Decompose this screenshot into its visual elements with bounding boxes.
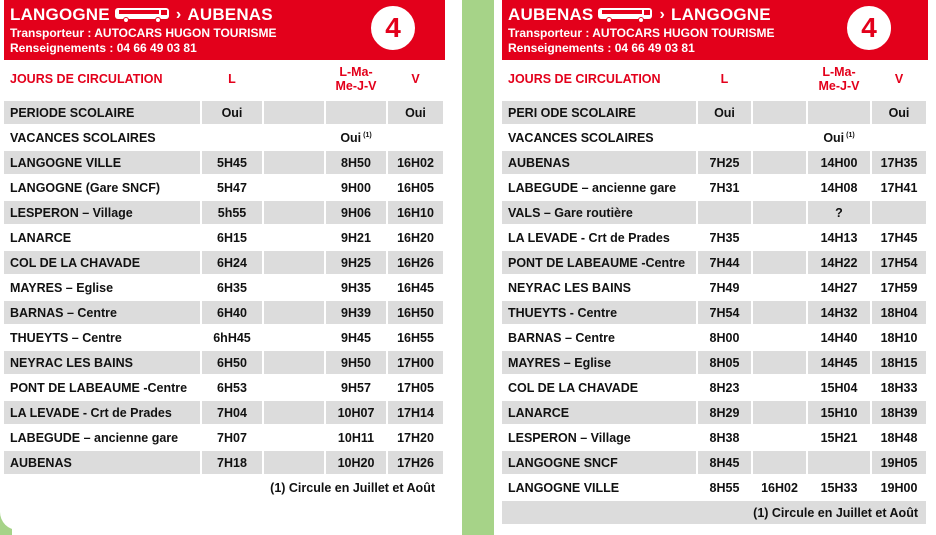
- time-cell: Oui: [202, 101, 264, 126]
- footnote-row: [4, 476, 445, 501]
- time-cell: [753, 301, 808, 326]
- column-header: V: [388, 63, 445, 101]
- time-cell: [753, 351, 808, 376]
- table-row: [502, 376, 928, 401]
- time-cell: [264, 376, 326, 401]
- time-cell: 17H59: [872, 276, 928, 301]
- timetable-aubenas-langogne: [494, 0, 936, 535]
- timetable-langogne-aubenas: [0, 0, 462, 530]
- time-cell: [753, 376, 808, 401]
- route-from: AUBENAS: [508, 5, 594, 24]
- time-cell: 7H44: [698, 251, 753, 276]
- time-cell: 16H02: [753, 476, 808, 501]
- time-cell: 17H35: [872, 151, 928, 176]
- table-row: [502, 301, 928, 326]
- table-row: [4, 201, 445, 226]
- chevron-right-icon: ›: [659, 6, 665, 23]
- time-cell: Oui: [388, 101, 445, 126]
- column-header: JOURS DE CIRCULATION: [502, 63, 698, 101]
- stop-name: PONT DE LABEAUME -Centre: [4, 376, 202, 401]
- column-header: [264, 63, 326, 101]
- time-cell: [753, 451, 808, 476]
- time-cell: 10H20: [326, 451, 388, 476]
- table-row: [4, 126, 445, 151]
- route-from: LANGOGNE: [10, 5, 110, 24]
- time-cell: 14H22: [808, 251, 872, 276]
- time-cell: 15H04: [808, 376, 872, 401]
- stop-name: PONT DE LABEAUME -Centre: [502, 251, 698, 276]
- stop-name: COL DE LA CHAVADE: [4, 251, 202, 276]
- carrier-text: Transporteur : AUTOCARS HUGON TOURISME: [10, 26, 277, 40]
- stop-name: MAYRES – Eglise: [4, 276, 202, 301]
- time-cell: 8H00: [698, 326, 753, 351]
- time-cell: [264, 176, 326, 201]
- time-cell: 17H45: [872, 226, 928, 251]
- time-cell: 5H47: [202, 176, 264, 201]
- time-cell: 17H41: [872, 176, 928, 201]
- stop-name: VACANCES SCOLAIRES: [4, 126, 202, 151]
- footnote-text: (1) Circule en Juillet et Août: [4, 476, 445, 501]
- time-cell: [753, 326, 808, 351]
- stop-name: LA LEVADE - Crt de Prades: [4, 401, 202, 426]
- time-cell: 9H45: [326, 326, 388, 351]
- time-cell: 7H31: [698, 176, 753, 201]
- time-cell: [808, 451, 872, 476]
- stop-name: LANGOGNE VILLE: [502, 476, 698, 501]
- time-cell: [872, 201, 928, 226]
- time-cell: 7H35: [698, 226, 753, 251]
- time-cell: 6H35: [202, 276, 264, 301]
- time-cell: Oui: [698, 101, 753, 126]
- time-cell: 14H08: [808, 176, 872, 201]
- table-row: [4, 176, 445, 201]
- table-row: [502, 276, 928, 301]
- time-cell: 19H05: [872, 451, 928, 476]
- stop-name: LANGOGNE SNCF: [502, 451, 698, 476]
- table-header-row: [502, 63, 928, 101]
- time-cell: Oui: [872, 101, 928, 126]
- column-header: L: [698, 63, 753, 101]
- time-cell: [264, 301, 326, 326]
- stop-name: LABEGUDE – ancienne gare: [4, 426, 202, 451]
- table-row: [502, 426, 928, 451]
- table-row: [4, 151, 445, 176]
- time-cell: 17H00: [388, 351, 445, 376]
- time-cell: 6H24: [202, 251, 264, 276]
- table-row: [4, 101, 445, 126]
- info-text: Renseignements : 04 66 49 03 81: [10, 41, 197, 55]
- time-cell: 14H32: [808, 301, 872, 326]
- time-cell: [753, 276, 808, 301]
- table-row: [502, 201, 928, 226]
- time-cell: [264, 201, 326, 226]
- time-cell: 18H48: [872, 426, 928, 451]
- time-cell: [753, 101, 808, 126]
- time-cell: 14H40: [808, 326, 872, 351]
- stop-name: MAYRES – Eglise: [502, 351, 698, 376]
- table-row: [502, 176, 928, 201]
- time-cell: [388, 126, 445, 151]
- route-title: [508, 4, 771, 26]
- stop-name: THUEYTS – Centre: [4, 326, 202, 351]
- time-cell: [264, 226, 326, 251]
- table-row: [502, 226, 928, 251]
- info-text: Renseignements : 04 66 49 03 81: [508, 41, 695, 55]
- time-cell: 9H21: [326, 226, 388, 251]
- time-cell: [753, 126, 808, 151]
- footnote-row: [502, 501, 928, 526]
- chevron-right-icon: ›: [175, 6, 182, 23]
- stop-name: NEYRAC LES BAINS: [502, 276, 698, 301]
- time-cell: 7H07: [202, 426, 264, 451]
- stop-name: LANGOGNE (Gare SNCF): [4, 176, 202, 201]
- time-cell: 14H13: [808, 226, 872, 251]
- table-row: [4, 251, 445, 276]
- time-cell: 17H20: [388, 426, 445, 451]
- stop-name: LA LEVADE - Crt de Prades: [502, 226, 698, 251]
- table-row: [4, 426, 445, 451]
- carrier-text: Transporteur : AUTOCARS HUGON TOURISME: [508, 26, 775, 40]
- stop-name: COL DE LA CHAVADE: [502, 376, 698, 401]
- table-row: [502, 126, 928, 151]
- time-cell: 16H26: [388, 251, 445, 276]
- time-cell: 9H35: [326, 276, 388, 301]
- time-cell: [753, 226, 808, 251]
- footnote-ref: (1): [844, 131, 855, 139]
- time-cell: [753, 176, 808, 201]
- stop-name: VALS – Gare routière: [502, 201, 698, 226]
- column-header: L-Ma- Me-J-V: [808, 63, 872, 101]
- table-row: [502, 476, 928, 501]
- time-cell: Oui $^{(1)}$: [808, 126, 872, 151]
- timetable-table: [502, 63, 928, 526]
- time-cell: 14H27: [808, 276, 872, 301]
- time-cell: 6hH45: [202, 326, 264, 351]
- timetable-table: [4, 63, 445, 501]
- stop-name: AUBENAS: [4, 451, 202, 476]
- time-cell: 14H00: [808, 151, 872, 176]
- time-cell: [753, 151, 808, 176]
- line-number-badge: 4: [367, 2, 419, 54]
- time-cell: 6H50: [202, 351, 264, 376]
- table-row: [4, 351, 445, 376]
- stop-name: LESPERON – Village: [502, 426, 698, 451]
- table-row: [4, 301, 445, 326]
- table-row: [4, 401, 445, 426]
- table-row: [502, 151, 928, 176]
- table-row: [502, 101, 928, 126]
- time-cell: 17H05: [388, 376, 445, 401]
- time-cell: 5h55: [202, 201, 264, 226]
- route-to: AUBENAS: [187, 5, 273, 24]
- time-cell: [808, 101, 872, 126]
- table-row: [4, 226, 445, 251]
- time-cell: [264, 276, 326, 301]
- stop-name: BARNAS – Centre: [502, 326, 698, 351]
- stop-name: NEYRAC LES BAINS: [4, 351, 202, 376]
- time-cell: 18H33: [872, 376, 928, 401]
- green-divider: [462, 0, 494, 535]
- time-cell: [753, 251, 808, 276]
- table-row: [502, 451, 928, 476]
- table-row: [502, 326, 928, 351]
- time-cell: 7H04: [202, 401, 264, 426]
- time-cell: 8H05: [698, 351, 753, 376]
- time-cell: 8H45: [698, 451, 753, 476]
- time-cell: 6H40: [202, 301, 264, 326]
- stop-name: THUEYTS - Centre: [502, 301, 698, 326]
- time-cell: 9H57: [326, 376, 388, 401]
- time-cell: 9H25: [326, 251, 388, 276]
- stop-name: LANARCE: [502, 401, 698, 426]
- table-row: [502, 351, 928, 376]
- time-cell: 16H02: [388, 151, 445, 176]
- time-cell: [326, 101, 388, 126]
- time-cell: [264, 451, 326, 476]
- time-cell: 7H54: [698, 301, 753, 326]
- time-cell: 16H10: [388, 201, 445, 226]
- time-cell: [202, 126, 264, 151]
- stop-name: LANGOGNE VILLE: [4, 151, 202, 176]
- time-cell: 16H55: [388, 326, 445, 351]
- time-cell: 10H11: [326, 426, 388, 451]
- time-cell: 18H10: [872, 326, 928, 351]
- stop-name: LANARCE: [4, 226, 202, 251]
- time-cell: 9H39: [326, 301, 388, 326]
- time-cell: [264, 326, 326, 351]
- column-header: L: [202, 63, 264, 101]
- route-title: [10, 4, 273, 26]
- time-cell: 7H49: [698, 276, 753, 301]
- time-cell: 9H50: [326, 351, 388, 376]
- time-cell: 8H38: [698, 426, 753, 451]
- table-row: [4, 276, 445, 301]
- line-number-badge: 4: [843, 2, 895, 54]
- route-to: LANGOGNE: [671, 5, 771, 24]
- time-cell: 6H15: [202, 226, 264, 251]
- time-cell: [264, 151, 326, 176]
- stop-name: BARNAS – Centre: [4, 301, 202, 326]
- time-cell: 18H15: [872, 351, 928, 376]
- footnote-text: (1) Circule en Juillet et Août: [502, 501, 928, 526]
- time-cell: 8H50: [326, 151, 388, 176]
- time-cell: [264, 101, 326, 126]
- column-header: V: [872, 63, 928, 101]
- stop-name: LESPERON – Village: [4, 201, 202, 226]
- time-cell: 8H29: [698, 401, 753, 426]
- time-cell: [753, 201, 808, 226]
- time-cell: 17H26: [388, 451, 445, 476]
- time-cell: [264, 401, 326, 426]
- time-cell: 16H50: [388, 301, 445, 326]
- footnote-ref: (1): [361, 131, 372, 139]
- time-cell: 15H10: [808, 401, 872, 426]
- time-cell: ?: [808, 201, 872, 226]
- column-header: [753, 63, 808, 101]
- time-cell: [753, 401, 808, 426]
- time-cell: 18H04: [872, 301, 928, 326]
- bus-icon: [597, 7, 653, 23]
- stop-name: VACANCES SCOLAIRES: [502, 126, 698, 151]
- time-cell: 8H23: [698, 376, 753, 401]
- time-cell: 6H53: [202, 376, 264, 401]
- time-cell: 17H14: [388, 401, 445, 426]
- stop-name: LABEGUDE – ancienne gare: [502, 176, 698, 201]
- time-cell: [264, 426, 326, 451]
- time-cell: [698, 126, 753, 151]
- time-cell: 16H05: [388, 176, 445, 201]
- table-row: [4, 326, 445, 351]
- time-cell: 19H00: [872, 476, 928, 501]
- time-cell: 16H45: [388, 276, 445, 301]
- time-cell: [872, 126, 928, 151]
- table-row: [4, 376, 445, 401]
- time-cell: 14H45: [808, 351, 872, 376]
- stop-name: PERIODE SCOLAIRE: [4, 101, 202, 126]
- column-header: JOURS DE CIRCULATION: [4, 63, 202, 101]
- time-cell: [264, 351, 326, 376]
- time-cell: [698, 201, 753, 226]
- table-row: [502, 401, 928, 426]
- time-cell: 15H21: [808, 426, 872, 451]
- stop-name: AUBENAS: [502, 151, 698, 176]
- time-cell: 9H00: [326, 176, 388, 201]
- time-cell: 8H55: [698, 476, 753, 501]
- time-cell: Oui $^{(1)}$: [326, 126, 388, 151]
- time-cell: 16H20: [388, 226, 445, 251]
- time-cell: 7H18: [202, 451, 264, 476]
- time-cell: [753, 426, 808, 451]
- column-header: L-Ma- Me-J-V: [326, 63, 388, 101]
- time-cell: [264, 251, 326, 276]
- table-header-row: [4, 63, 445, 101]
- time-cell: 10H07: [326, 401, 388, 426]
- bus-icon: [114, 7, 170, 23]
- table-row: [4, 451, 445, 476]
- table-row: [502, 251, 928, 276]
- time-cell: 9H06: [326, 201, 388, 226]
- time-cell: 7H25: [698, 151, 753, 176]
- time-cell: 18H39: [872, 401, 928, 426]
- time-cell: 17H54: [872, 251, 928, 276]
- time-cell: [264, 126, 326, 151]
- time-cell: 15H33: [808, 476, 872, 501]
- stop-name: PERI ODE SCOLAIRE: [502, 101, 698, 126]
- time-cell: 5H45: [202, 151, 264, 176]
